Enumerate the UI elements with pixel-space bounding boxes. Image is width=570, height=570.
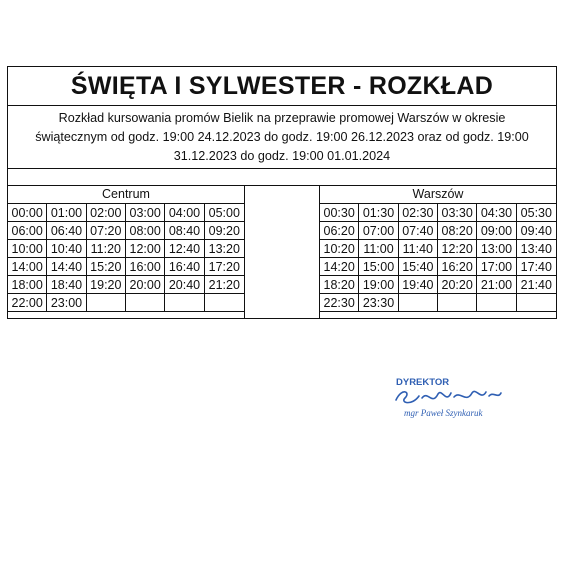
separator-column: [244, 186, 320, 318]
warszow-time-cell: [477, 294, 516, 312]
centrum-time-cell: 05:00: [205, 204, 244, 222]
centrum-time-cell: 04:00: [165, 204, 204, 222]
centrum-time-cell: 16:00: [126, 258, 165, 276]
centrum-header: Centrum: [8, 186, 244, 204]
centrum-time-cell: 03:00: [126, 204, 165, 222]
centrum-time-cell: 06:40: [47, 222, 86, 240]
centrum-time-cell: 18:00: [8, 276, 47, 294]
warszow-time-cell: 01:30: [359, 204, 398, 222]
centrum-time-cell: 07:20: [87, 222, 126, 240]
centrum-time-cell: [205, 294, 244, 312]
warszow-time-cell: 11:00: [359, 240, 398, 258]
centrum-time-cell: 06:00: [8, 222, 47, 240]
signature-name: mgr Paweł Szynkaruk: [404, 408, 483, 418]
document-title: ŚWIĘTA I SYLWESTER - ROZKŁAD: [8, 67, 556, 106]
description-line-3: 31.12.2023 do godz. 19:00 01.01.2024: [173, 149, 391, 163]
warszow-time-cell: 19:40: [399, 276, 438, 294]
centrum-time-cell: 11:20: [87, 240, 126, 258]
warszow-time-cell: 07:40: [399, 222, 438, 240]
warszow-time-cell: 05:30: [517, 204, 556, 222]
warszow-time-cell: 09:40: [517, 222, 556, 240]
centrum-time-cell: 10:00: [8, 240, 47, 258]
centrum-time-cell: 10:40: [47, 240, 86, 258]
signature-title: DYREKTOR: [396, 377, 450, 388]
description-line-1: Rozkład kursowania promów Bielik na przeprawie promowej Warszów w okresie: [58, 111, 506, 125]
centrum-departures: [8, 204, 244, 312]
warszow-time-cell: 13:00: [477, 240, 516, 258]
warszow-time-cell: 07:00: [359, 222, 398, 240]
centrum-time-cell: 19:20: [87, 276, 126, 294]
centrum-time-cell: 01:00: [47, 204, 86, 222]
centrum-time-cell: 12:00: [126, 240, 165, 258]
centrum-time-cell: 08:00: [126, 222, 165, 240]
warszow-time-cell: 14:20: [320, 258, 359, 276]
timetable: [8, 186, 556, 318]
warszow-time-cell: 02:30: [399, 204, 438, 222]
warszow-time-cell: 06:20: [320, 222, 359, 240]
centrum-time-cell: 12:40: [165, 240, 204, 258]
warszow-departures: [320, 204, 556, 312]
centrum-time-cell: 08:40: [165, 222, 204, 240]
warszow-time-cell: 17:40: [517, 258, 556, 276]
warszow-time-cell: 16:20: [438, 258, 477, 276]
centrum-time-cell: 14:40: [47, 258, 86, 276]
centrum-time-cell: [165, 294, 204, 312]
warszow-time-cell: 13:40: [517, 240, 556, 258]
centrum-time-cell: 23:00: [47, 294, 86, 312]
centrum-time-cell: [126, 294, 165, 312]
warszow-time-cell: 18:20: [320, 276, 359, 294]
warszow-time-cell: 10:20: [320, 240, 359, 258]
centrum-time-cell: 02:00: [87, 204, 126, 222]
warszow-column: [320, 186, 556, 318]
warszow-time-cell: 03:30: [438, 204, 477, 222]
centrum-time-cell: 18:40: [47, 276, 86, 294]
centrum-time-cell: 00:00: [8, 204, 47, 222]
warszow-time-cell: 21:00: [477, 276, 516, 294]
warszow-time-cell: 20:20: [438, 276, 477, 294]
centrum-time-cell: 20:40: [165, 276, 204, 294]
centrum-time-cell: 21:20: [205, 276, 244, 294]
warszow-time-cell: 04:30: [477, 204, 516, 222]
warszow-time-cell: 23:30: [359, 294, 398, 312]
centrum-time-cell: 09:20: [205, 222, 244, 240]
centrum-time-cell: 14:00: [8, 258, 47, 276]
centrum-time-cell: 13:20: [205, 240, 244, 258]
warszow-time-cell: 12:20: [438, 240, 477, 258]
centrum-column: [8, 186, 244, 318]
description-line-2: świątecznym od godz. 19:00 24.12.2023 do godz. 19:00 26.12.2023 oraz od godz. 19:00: [35, 130, 529, 144]
schedule-description: [8, 106, 556, 169]
centrum-time-cell: 20:00: [126, 276, 165, 294]
warszow-time-cell: [438, 294, 477, 312]
warszow-time-cell: 19:00: [359, 276, 398, 294]
warszow-time-cell: 00:30: [320, 204, 359, 222]
centrum-time-cell: [87, 294, 126, 312]
warszow-time-cell: [399, 294, 438, 312]
warszow-time-cell: 22:30: [320, 294, 359, 312]
director-signature: [388, 374, 508, 424]
warszow-time-cell: 08:20: [438, 222, 477, 240]
centrum-time-cell: 22:00: [8, 294, 47, 312]
signature-scribble: [396, 391, 501, 402]
warszow-time-cell: 09:00: [477, 222, 516, 240]
schedule-document: [7, 66, 557, 319]
warszow-time-cell: 21:40: [517, 276, 556, 294]
warszow-time-cell: [517, 294, 556, 312]
warszow-time-cell: 15:40: [399, 258, 438, 276]
warszow-time-cell: 17:00: [477, 258, 516, 276]
centrum-time-cell: 17:20: [205, 258, 244, 276]
warszow-time-cell: 15:00: [359, 258, 398, 276]
warszow-header: Warszów: [320, 186, 556, 204]
blank-row: [8, 169, 556, 186]
centrum-time-cell: 15:20: [87, 258, 126, 276]
centrum-time-cell: 16:40: [165, 258, 204, 276]
warszow-time-cell: 11:40: [399, 240, 438, 258]
